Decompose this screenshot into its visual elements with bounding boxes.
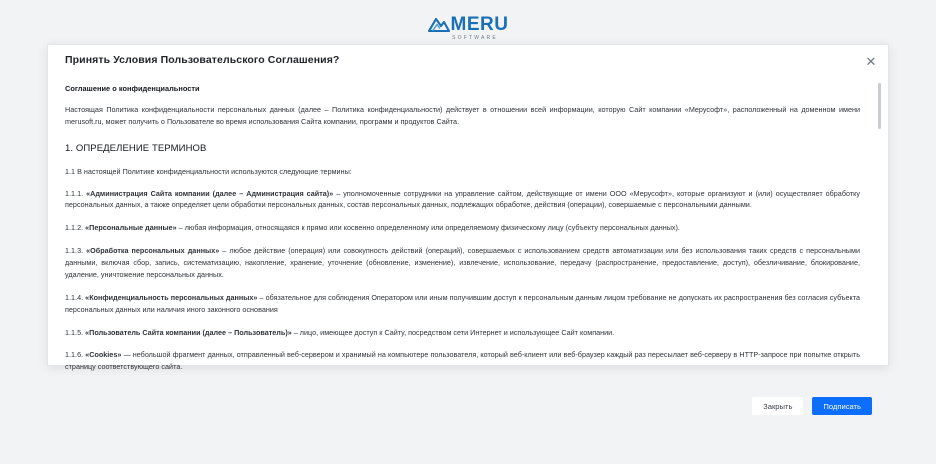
mountain-chevron-icon xyxy=(428,16,450,33)
section-title: 1. ОПРЕДЕЛЕНИЕ ТЕРМИНОВ xyxy=(65,142,207,154)
clause-item xyxy=(65,188,860,212)
document-heading: Соглашение о конфиденциальности xyxy=(65,84,200,93)
logo-main xyxy=(428,15,509,34)
logo-tagline: SOFTWARE xyxy=(452,35,498,41)
clause-text: – любая информация, относящаяся к прямо или косвенно определенному или определяемому физическому лицу (субъекту персональных данных). xyxy=(176,223,680,233)
clause-text: – уполномоченные сотрудники на управление сайтом, действующие от имени ООО «Мерусофт», которые организуют и (или) осуществляет обработку персональных данных, а также определяет цели обработки персональных данных, состав персональных данных, подлежащих обработке, действия (операции), совершаемые с персональными данными. xyxy=(65,188,860,210)
clause-term: «Персональные данные» xyxy=(85,223,177,233)
modal-body[interactable] xyxy=(48,75,888,390)
clause-item xyxy=(65,292,860,316)
clause-item xyxy=(65,245,860,281)
clause-number: 1.1.4. xyxy=(65,292,84,302)
clause-item xyxy=(65,349,860,373)
clause-term: «Конфиденциальность персональных данных» xyxy=(85,292,258,302)
modal-title: Принять Условия Пользовательского Соглашения? xyxy=(65,54,340,66)
sign-button[interactable]: Подписать xyxy=(812,397,872,415)
close-button[interactable]: Закрыть xyxy=(752,397,803,415)
document-intro: Настоящая Политика конфиденциальности персональных данных (далее – Политика конфиденциальности) действует в отношении всей информации, которую Сайт компании «Мерусофт», расположенный на доменном имени merusoft.ru, может получить о Пользователе во время использования Сайта компании, программ и продуктов Сайта. xyxy=(65,105,860,127)
clause-number: 1.1.6. xyxy=(65,350,84,360)
clause-term: «Администрация Сайта компании (далее – Администрация сайта)» xyxy=(86,188,334,198)
clause-text: – любое действие (операция) или совокупность действий (операций), совершаемых с использованием средств автоматизации или без использования таких средств с персональными данными, включая сбор, запись, систематизацию, накопление, хранение, уточнение (обновление, изменение), извлечение, использование, передачу (распространение, предоставление, доступ), обезличивание, блокирование, удаление, уничтожение персональных данных. xyxy=(65,246,860,279)
modal-footer xyxy=(48,390,888,426)
close-icon[interactable]: ✕ xyxy=(863,53,879,69)
brand-logo xyxy=(0,14,936,42)
clause-number: 1.1.5. xyxy=(65,327,84,337)
clause-number: 1.1.3. xyxy=(65,246,84,256)
clause-number: 1.1.2. xyxy=(65,223,84,233)
section-intro: 1.1 В настоящей Политике конфиденциальности используются следующие термины: xyxy=(65,166,352,176)
logo-block xyxy=(428,15,509,41)
clause-item xyxy=(65,327,860,339)
agreement-modal xyxy=(47,44,889,412)
modal-header xyxy=(48,45,888,75)
clause-term: «Cookies» xyxy=(85,350,122,360)
logo-text: MERU xyxy=(450,14,509,35)
clause-item xyxy=(65,222,860,234)
agreement-document xyxy=(65,83,860,373)
clause-number: 1.1.1. xyxy=(65,188,84,198)
clause-text: – лицо, имеющее доступ к Сайту, посредством сети Интернет и использующее Сайт компании. xyxy=(291,327,615,337)
clause-term: «Пользователь Сайта компании (далее – Пользователь)» xyxy=(85,327,292,337)
clause-term: «Обработка персональных данных» xyxy=(86,246,220,256)
clause-text: — небольшой фрагмент данных, отправленный веб-сервером и хранимый на компьютере пользователя, который веб-клиент или веб-браузер каждый раз пересылает веб-серверу в HTTP-запросе при попытке открыть страницу соответствующего сайта. xyxy=(65,350,860,372)
clause-text: – обязательное для соблюдения Оператором или иным получившим доступ к персональным данным лицом требование не допускать их распространения без согласия субъекта персональных данных или наличия иного законного основания xyxy=(65,292,860,314)
scrollbar-thumb[interactable] xyxy=(878,83,881,129)
